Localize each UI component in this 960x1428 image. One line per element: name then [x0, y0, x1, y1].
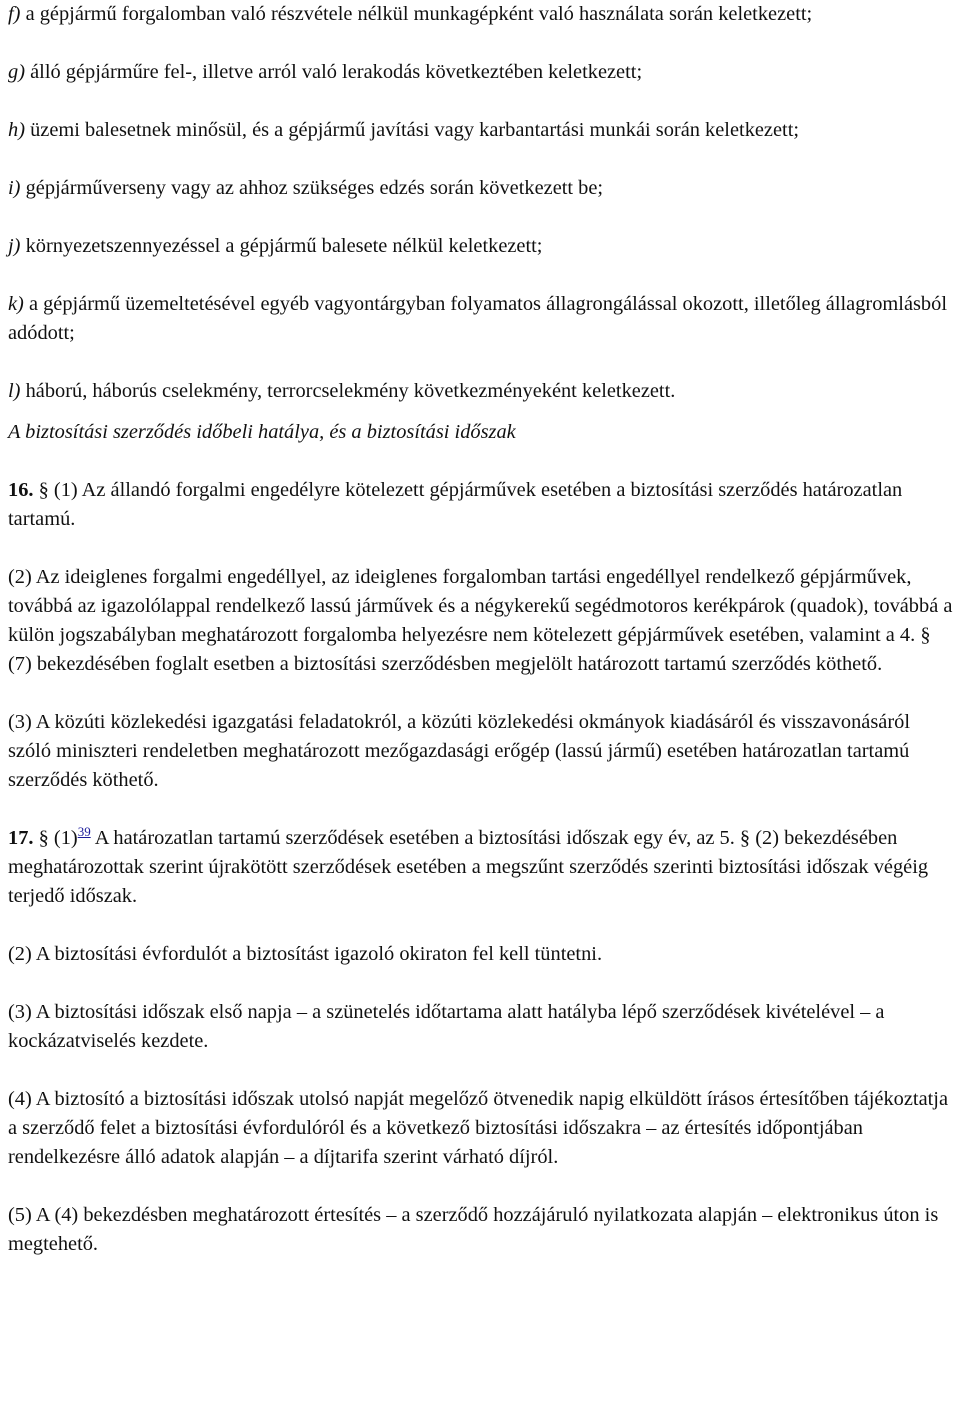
section-16-paragraph-1 — [8, 476, 958, 534]
section-17-paragraph-3: (3) A biztosítási időszak első napja – a szünetelés időtartama alatt hatályba lépő szerződések kivételével – a kockázatviselés kezdete. — [8, 1001, 885, 1052]
section-sign: § — [38, 479, 49, 501]
section-17-paragraph-5: (5) A (4) bekezdésben meghatározott értesítés – a szerződő hozzájáruló nyilatkozata alapján – elektronikus úton is megtehető. — [8, 1204, 939, 1255]
paragraph-prefix: (1) — [53, 827, 78, 849]
list-item-mark: h) — [8, 119, 25, 141]
section-16-paragraph-2: (2) Az ideiglenes forgalmi engedéllyel, az ideiglenes forgalomban tartási engedéllyel rendelkező gépjárművek, továbbá az igazolólappal rendelkező lassú járművek és a négykerekű segédmotoros kerékpárok (quadok), továbbá a külön jogszabályban meghatározott forgalomba helyezésre nem kötelezett gépjárművek esetében, valamint a 4. § (7) bekezdésében foglalt esetben a biztosítási szerződésben megjelölt határozott tartamú szerződés köthető. — [8, 566, 953, 675]
list-item-l — [8, 377, 958, 406]
list-item-i — [8, 174, 958, 203]
list-item-g — [8, 58, 958, 87]
list-item-h — [8, 116, 958, 145]
section-17-paragraph-1 — [8, 824, 958, 911]
list-item-j — [8, 232, 958, 261]
section-number: 17. — [8, 827, 34, 849]
paragraph-text: A határozatlan tartamú szerződések esetében a biztosítási időszak egy év, az 5. § (2) bekezdésében meghatározottak szerint újrakötött szerződések esetében a megszűnt szerződés szerinti biztosítási időszak végéig terjedő időszak. — [8, 827, 929, 907]
section-16-paragraph-3: (3) A közúti közlekedési igazgatási feladatokról, a közúti közlekedési okmányok kiadásáról és visszavonásáról szóló miniszteri rendeletben meghatározott mezőgazdasági erőgép (lassú jármű) esetében határozatlan tartamú szerződés köthető. — [8, 711, 910, 791]
list-item-mark: j) — [8, 235, 21, 257]
section-number: 16. — [8, 479, 34, 501]
document-body — [8, 0, 958, 1259]
section-17-paragraph-4: (4) A biztosító a biztosítási időszak utolsó napját megelőző ötvenedik napig elküldött írásos értesítőben tájékoztatja a szerződő felet a biztosítási évfordulóról és a következő biztosítási időszakra – az értesítés időpontjában rendelkezésre álló adatok alapján – a díjtarifa szerint várható díjról. — [8, 1088, 949, 1168]
list-item-k — [8, 290, 958, 348]
list-item-mark: g) — [8, 61, 25, 83]
list-item-mark: l) — [8, 380, 21, 402]
list-item-text: gépjárműverseny vagy az ahhoz szükséges edzés során következett be; — [25, 177, 604, 199]
list-item-text: álló gépjárműre fel-, illetve arról való lerakodás következtében keletkezett; — [30, 61, 643, 83]
list-item-mark: k) — [8, 293, 24, 315]
list-item-text: háború, háborús cselekmény, terrorcselekmény következményeként keletkezett. — [25, 380, 676, 402]
section-sign: § — [38, 827, 49, 849]
list-item-f — [8, 0, 958, 29]
list-item-mark: f) — [8, 3, 21, 25]
list-item-text: a gépjármű üzemeltetésével egyéb vagyontárgyban folyamatos állagrongálással okozott, illetőleg állagromlásból adódott; — [8, 293, 947, 344]
paragraph-text: (1) Az állandó forgalmi engedélyre kötelezett gépjárművek esetében a biztosítási szerződés határozatlan tartamú. — [8, 479, 903, 530]
footnote-link[interactable]: 39 — [77, 824, 91, 839]
section-17-paragraph-2: (2) A biztosítási évfordulót a biztosítást igazoló okiraton fel kell tüntetni. — [8, 943, 603, 965]
section-heading: A biztosítási szerződés időbeli hatálya, és a biztosítási időszak — [8, 421, 516, 443]
list-item-mark: i) — [8, 177, 21, 199]
list-item-text: környezetszennyezéssel a gépjármű balesete nélkül keletkezett; — [25, 235, 543, 257]
list-item-text: üzemi balesetnek minősül, és a gépjármű javítási vagy karbantartási munkái során keletkezett; — [30, 119, 800, 141]
list-item-text: a gépjármű forgalomban való részvétele nélkül munkagépként való használata során keletkezett; — [25, 3, 813, 25]
